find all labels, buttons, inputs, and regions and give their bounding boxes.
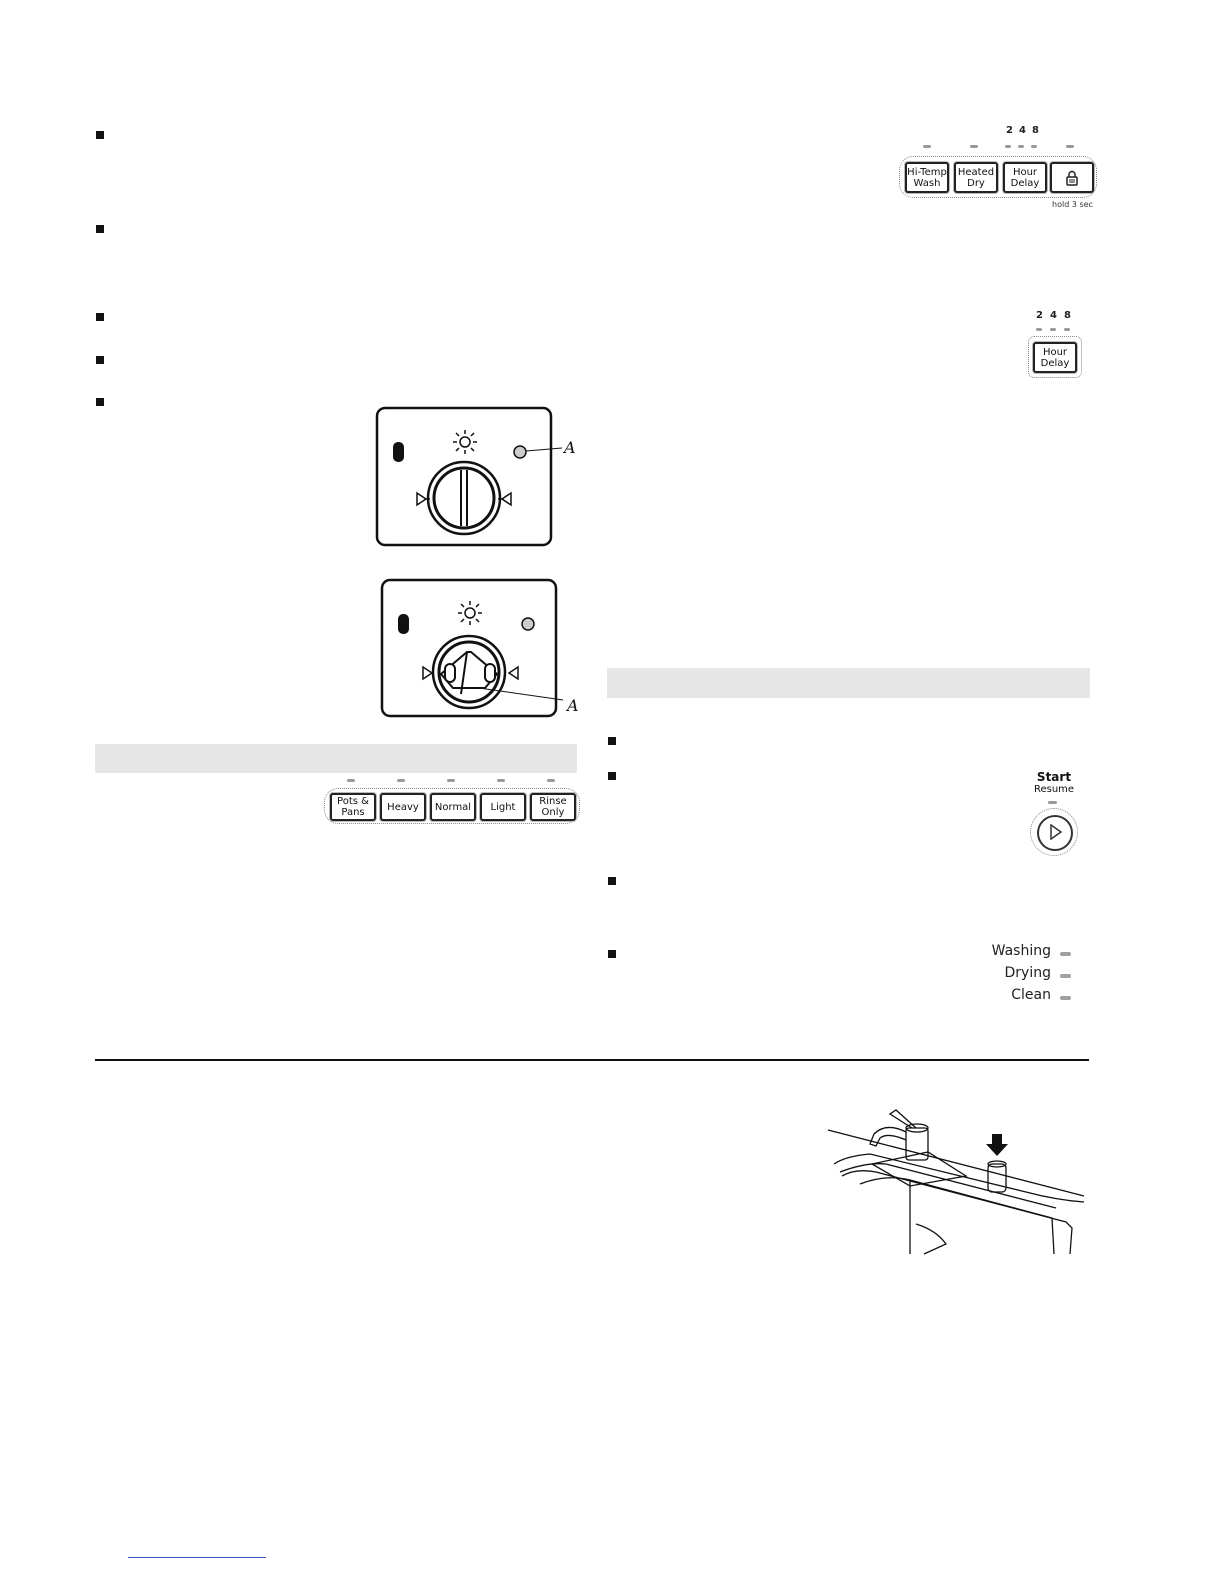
delay-hour-label: 4 — [1019, 125, 1026, 136]
callout-letter: A — [564, 438, 576, 457]
bullet-marker — [608, 950, 616, 958]
delay-hour-label: 8 — [1032, 125, 1039, 136]
bullet-marker — [608, 772, 616, 780]
section-header-band — [607, 668, 1090, 698]
control-lock-button[interactable] — [1050, 162, 1094, 193]
footer-link-underline[interactable] — [128, 1557, 266, 1558]
heated-dry-button[interactable]: Heated Dry — [954, 162, 998, 193]
delay-indicator-light — [1031, 145, 1037, 148]
cycle-button-rinse-only[interactable]: Rinse Only — [530, 793, 576, 821]
section-divider — [95, 1059, 1089, 1061]
start-resume-control — [1026, 770, 1082, 858]
delay-hour-label: 2 — [1006, 125, 1013, 136]
bullet-marker — [96, 356, 104, 364]
delay-hour-label: 2 — [1036, 310, 1043, 321]
cycle-indicator-light — [497, 779, 505, 782]
start-title: Start — [1036, 770, 1072, 784]
delay-hour-label: 4 — [1050, 310, 1057, 321]
cycle-indicator-light — [547, 779, 555, 782]
air-gap-sink-illustration — [826, 1104, 1088, 1256]
delay-indicator-light — [1036, 328, 1042, 331]
bullet-marker — [96, 398, 104, 406]
start-resume-button[interactable] — [1030, 808, 1078, 856]
option-indicator-light — [1066, 145, 1074, 148]
hour-delay-button[interactable]: Hour Delay — [1003, 162, 1047, 193]
delay-indicator-light — [1064, 328, 1070, 331]
callout-letter: A — [567, 696, 579, 715]
lock-icon — [1065, 170, 1079, 186]
delay-hour-label: 8 — [1064, 310, 1071, 321]
rinse-aid-dispenser-figure-closed — [370, 404, 585, 550]
play-icon — [1049, 824, 1063, 840]
status-drying-light — [1060, 974, 1071, 978]
bullet-marker — [608, 877, 616, 885]
delay-indicator-light — [1050, 328, 1056, 331]
status-washing-light — [1060, 952, 1071, 956]
start-indicator-light — [1048, 801, 1057, 804]
options-panel — [897, 122, 1099, 214]
cycle-indicator-light — [447, 779, 455, 782]
status-clean-light — [1060, 996, 1071, 1000]
status-drying-label: Drying — [1004, 965, 1051, 981]
status-clean-label: Clean — [1011, 987, 1051, 1003]
bullet-marker — [96, 131, 104, 139]
hour-delay-button[interactable]: Hour Delay — [1033, 342, 1077, 373]
delay-indicator-light — [1018, 145, 1024, 148]
bullet-marker — [96, 313, 104, 321]
option-indicator-light — [970, 145, 978, 148]
cycle-button-pots-pans[interactable]: Pots & Pans — [330, 793, 376, 821]
option-indicator-light — [923, 145, 931, 148]
hour-delay-panel — [1028, 308, 1082, 378]
bullet-marker — [608, 737, 616, 745]
status-washing-label: Washing — [991, 943, 1051, 959]
bullet-marker — [96, 225, 104, 233]
cycle-selection-panel — [322, 776, 580, 826]
cycle-indicator-light — [347, 779, 355, 782]
cycle-button-normal[interactable]: Normal — [430, 793, 476, 821]
start-subtitle: Resume — [1033, 784, 1075, 795]
status-lights — [980, 940, 1080, 1010]
hold-note: hold 3 sec — [1052, 200, 1093, 209]
hi-temp-wash-button[interactable]: Hi-Temp Wash — [905, 162, 949, 193]
delay-indicator-light — [1005, 145, 1011, 148]
cycle-button-heavy[interactable]: Heavy — [380, 793, 426, 821]
rinse-aid-dispenser-figure-open — [375, 576, 585, 722]
cycle-button-light[interactable]: Light — [480, 793, 526, 821]
cycle-indicator-light — [397, 779, 405, 782]
section-header-band — [95, 744, 577, 773]
